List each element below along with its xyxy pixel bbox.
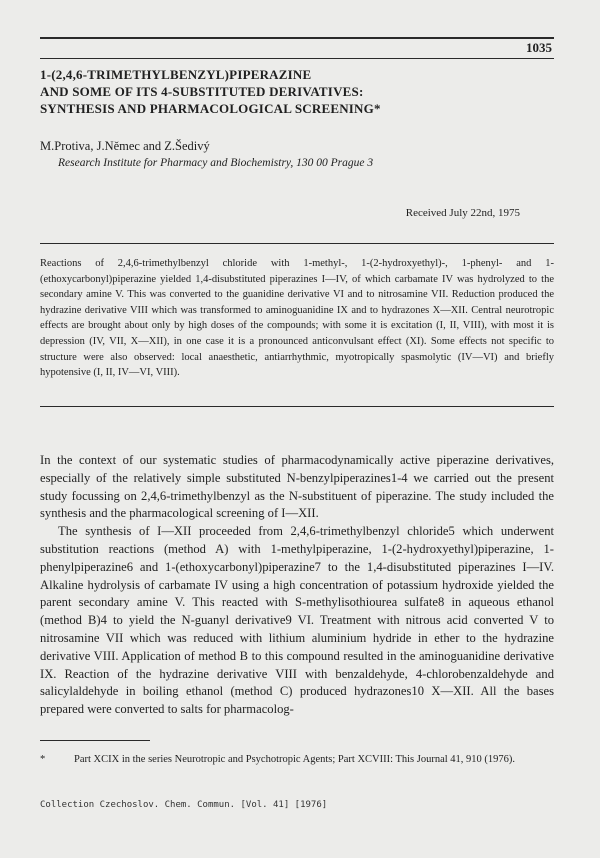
footnote-mark: * [40,754,46,765]
abstract-top-rule [40,243,554,244]
footnote-rule [40,740,150,741]
abstract: Reactions of 2,4,6-trimethylbenzyl chloride with 1-methyl-, 1-(2-hydroxyethyl)-, 1-phenyl- and 1-(ethoxycarbonyl)piperazine yielded 1,4-disubstituted piperazines I—IV, of which carbamate IV was hydrolyzed to the secondary amine V. This was converted to the guanidine derivative VI and to nitrosamine VII. Reduction produced the hydrazine derivative VIII which was transformed to aminoguanidine IX and to hydrazones X—XII. Central neurotropic effects are brought about only by high doses of the compounds; with some it is excitation (I, II, VIII), with most it is depression (IV, VII, X—XII), in one case it is a pronounced anticonvulsant effect (XI). Some effects not specific to structure were also observed: local anaesthetic, antiarrhythmic, myotropically spasmolytic (IV—VI) and briefly hypotensive (I, II, IV—VI, VIII). [40,258,554,379]
body-paragraph: The synthesis of I—XII proceeded from 2,4,6-trimethylbenzyl chloride5 which underwent substitution reactions (method A) with 1-methylpiperazine, 1-(2-hydroxyethyl)piperazine, 1-phenylpiperazine6 and 1-(ethoxycarbonyl)piperazine7 to the 1,4-disubstituted piperazines I—IV. Alkaline hydrolysis of carbamate IV using a high concentration of potassium hydroxide yielded the parent secondary amine V. This reacted with S-methylisothiourea sulfate8 in aqueous ethanol (method B)4 to yield the N-guanyl derivative9 VI. Treatment with nitrous acid converted V to nitrosamine VII which was reduced with lithium aluminium hydride in ether to the hydrazine derivative VIII. Application of method B to this compound resulted in the aminoguanidine derivative IX. Reaction of the hydrazine derivative VIII with benzaldehyde, 4-chlorobenzaldehyde and salicylaldehyde in boiling ethanol (method C) produced hydrazones10 X—XII. All the bases prepared were converted to salts for pharmacolog- [40,524,554,717]
header-rule [40,58,554,59]
received-date: Received July 22nd, 1975 [405,207,520,219]
body-text [40,452,554,719]
journal-citation: Collection Czechoslov. Chem. Commun. [Vol. 41] [1976] [40,800,328,810]
article-title [40,66,560,117]
title-line: AND SOME OF ITS 4-SUBSTITUTED DERIVATIVES: [40,84,364,99]
title-line: SYNTHESIS AND PHARMACOLOGICAL SCREENING* [40,101,381,116]
page-number: 1035 [526,40,552,55]
affiliation: Research Institute for Pharmacy and Biochemistry, 130 00 Prague 3 [58,157,374,169]
footnote-text: Part XCIX in the series Neurotropic and Psychotropic Agents; Part XCVIII: This Journal 41, 910 (1976). [74,754,516,765]
top-rule [40,37,554,39]
footnote [40,752,554,767]
authors: M.Protiva, J.Němec and Z.Šedivý [40,139,210,153]
abstract-bottom-rule [40,406,554,407]
title-line: 1-(2,4,6-TRIMETHYLBENZYL)PIPERAZINE [40,67,312,82]
body-paragraph: In the context of our systematic studies of pharmacodynamically active piperazine derivatives, especially of the relatively simple substituted N-benzylpiperazines1-4 we carried out the present study focussing on 2,4,6-trimethylbenzyl as the N-substituent of piperazine. The study included the synthesis and the pharmacological screening of I—XII. [40,453,554,521]
